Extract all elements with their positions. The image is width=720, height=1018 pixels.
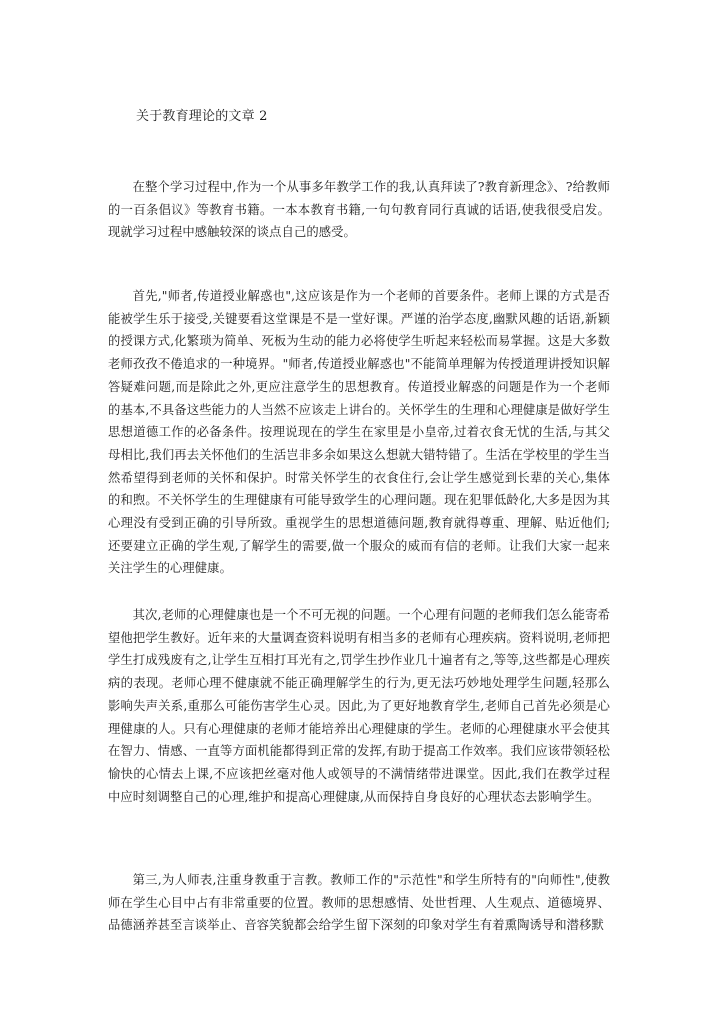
document-title: 关于教育理论的文章 2 <box>136 109 268 124</box>
paragraph-second-point: 其次,老师的心理健康也是一个不可无视的问题。一个心理有问题的老师我们怎么能寄希望他把学生教好。近年来的大量调查资料说明有相当多的老师有心理疾病。资料说明,老师把学生打成残废有之,让学生互相打耳光有之,罚学生抄作业几十遍者有之,等等,这些都是心理疾病的表现。老师心理不健康就不能正确理解学生的行为,更无法巧妙地处理学生问题,轻那么影响失声关系,重那么可能伤害学生心灵。因此,为了更好地教育学生,老师自己首先必须是心理健康的人。只有心理健康的老师才能培养出心理健康的学生。老师的心理健康水平会使其在智力、情感、一直等方面机能都得到正常的发挥,有助于提高工作效率。我们应该带领轻松愉快的心情去上课,不应该把丝毫对他人或领导的不满情绪带进课堂。因此,我们在教学过程中应时刻调整自己的心理,维护和提高心理健康,从而保持自身良好的心理状态去影响学生。 <box>108 608 610 804</box>
paragraph-introduction: 在整个学习过程中,作为一个从事多年教学工作的我,认真拜读了?教育新理念》、?给教师的一百条倡议》等教育书籍。一本本教育书籍,一句句教育同行真诚的话语,使我很受启发。现就学习过程中感触较深的谈点自己的感受。 <box>108 180 610 240</box>
paragraph-third-point: 第三,为人师表,注重身教重于言教。教师工作的"示范性"和学生所特有的"向师性",使教师在学生心目中占有非常重要的位置。教师的思想感情、处世哲理、人生观点、道德境界、品德涵养甚至言谈举止、音容笑貌都会给学生留下深刻的印象对学生有着熏陶诱导和潜移默 <box>108 873 610 933</box>
paragraph-first-point: 首先,"师者,传道授业解惑也",这应该是作为一个老师的首要条件。老师上课的方式是否能被学生乐于接受,关键要看这堂课是不是一堂好课。严谨的治学态度,幽默风趣的话语,新颖的授课方式,化繁琐为简单、死板为生动的能力必将使学生听起来轻松而易掌握。这是大多数老师孜孜不倦追求的一种境界。"师者,传道授业解惑也"不能简单理解为传授道理讲授知识解答疑难问题,而是除此之外,更应注意学生的思想教育。传道授业解惑的问题是作为一个老师的基本,不具备这些能力的人当然不应该走上讲台的。关怀学生的生理和心理健康是做好学生思想道德工作的必备条件。按理说现在的学生在家里是小皇帝,过着衣食无忧的生活,与其父母相比,我们再去关怀他们的生活岂非多余如果这么想就大错特错了。生活在学校里的学生当然希望得到老师的关怀和保护。时常关怀学生的衣食住行,会让学生感觉到长辈的关心,集体的和煦。不关怀学生的生理健康有可能导致学生的心理问题。现在犯罪低龄化,大多是因为其心理没有受到正确的引导所致。重视学生的思想道德问题,教育就得尊重、理解、贴近他们;还要建立正确的学生观,了解学生的需要,做一个服众的威而有信的老师。让我们大家一起来关注学生的心理健康。 <box>108 289 610 576</box>
